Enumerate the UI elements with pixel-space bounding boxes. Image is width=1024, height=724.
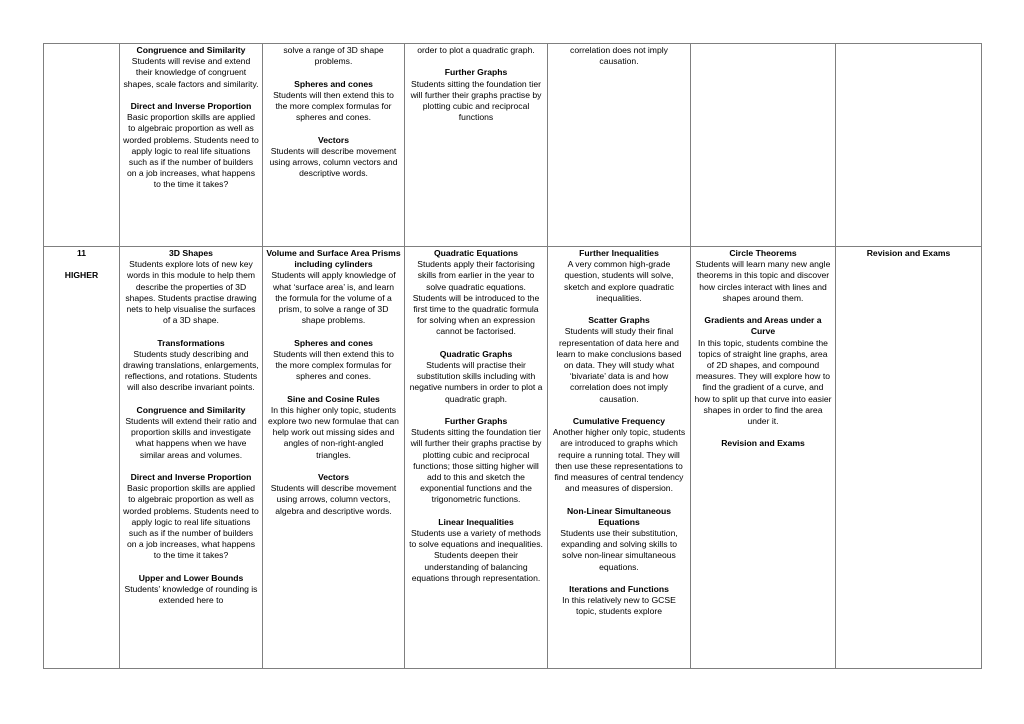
topic-description: Students explore lots of new key words in this module to help them describe the properties of 3D shapes. Students practise drawing nets to help visualise the surfaces of a 3D shape. [125,259,257,326]
topic-heading: Spheres and cones [294,78,373,89]
topic-description: Students will then extend this to the more complex formulas for spheres and cones. [273,89,394,123]
topic-description: Students will extend their ratio and proportion skills and investigate what happens when we have similar areas and volumes. [125,416,257,460]
topic-description: Students sitting the foundation tier will further their graphs practise by plotting cubic and reciprocal functions [410,78,542,123]
topic-heading: Further Graphs [444,67,508,78]
topic-heading: Sine and Cosine Rules [287,393,380,404]
topic-cell [263,247,405,669]
topic-heading: Gradients and Areas under a Curve [704,315,822,337]
curriculum-table [43,43,982,669]
topic-cell [836,44,982,247]
topic-description: Students will describe movement using arrows, column vectors, algebra and descriptive words. [270,483,397,516]
topic-description: Students’ knowledge of rounding is extended here to [124,584,258,606]
topic-heading: Linear Inequalities [438,516,514,527]
topic-heading: Revision and Exams [866,248,951,258]
topic-heading: Non-Linear Simultaneous Equations [566,505,672,527]
topic-description: order to plot a quadratic graph. [417,45,535,55]
topic-description: Students will practise their substitution skills including with negative numbers in order to plot a quadratic graph. [409,360,543,404]
topic-heading: Transformations [157,337,225,348]
topic-heading: Congruence and Similarity [136,45,246,55]
topic-description: Students will then extend this to the more complex formulas for spheres and cones. [273,348,394,382]
topic-heading: Direct and Inverse Proportion [130,101,252,111]
topic-cell [691,44,836,247]
topic-cell [405,247,548,669]
topic-heading: Revision and Exams [721,438,805,449]
topic-cell [836,247,982,669]
topic-heading: Quadratic Graphs [439,348,513,359]
topic-description: Students will study their final representation of data here and learn to make conclusions based on data. They will study what ‘bivariate’ data is and how correlation does not imply causation. [556,326,682,404]
topic-description: Students will apply knowledge of what ‘surface area’ is, and learn the formula for the volume of a prism, to solve a range of 3D shape problems. [271,270,396,326]
topic-cell [263,44,405,247]
topic-heading: Upper and Lower Bounds [138,572,244,583]
topic-description: Students study describing and drawing translations, enlargements, reflections, and rotations. Students will also describe invariant points. [123,348,259,393]
topic-description: Students will revise and extend their knowledge of congruent shapes, scale factors and similarity. [123,56,259,89]
topic-cell [548,247,691,669]
topic-cell [548,44,691,247]
topic-description: Students will describe movement using arrows, column vectors and descriptive words. [269,145,398,179]
topic-heading: Direct and Inverse Proportion [130,472,252,483]
topic-heading: 3D Shapes [169,248,213,258]
topic-heading: Circle Theorems [729,248,797,258]
topic-description: In this topic, students combine the topics of straight line graphs, area of 2D shapes, and compound measures. They will explore how to find the gradient of a curve, and how to split up that curve into easier shapes in order to find the area under it. [694,337,832,427]
topic-description: Students use a variety of methods to solve equations and inequalities. Students deepen their understanding of balancing equations through representation. [409,528,543,583]
topic-description: Students will learn many new angle theorems in this topic and discover how circles interact with lines and shapes around them. [695,259,831,303]
topic-heading: Congruence and Similarity [136,404,246,415]
topic-heading: Vectors [317,134,350,145]
topic-description: A very common high-grade question, students will solve, sketch and explore quadratic inequalities. [564,259,674,303]
table-row [44,44,982,247]
topic-heading: Spheres and cones [294,337,373,348]
topic-heading: Cumulative Frequency [572,416,666,427]
topic-description: In this relatively new to GCSE topic, students explore [562,595,676,617]
table-row [44,247,982,669]
year-label: HIGHER [64,270,99,281]
topic-cell [120,44,263,247]
topic-description: Students apply their factorising skills from earlier in the year to solve quadratic equations. Students will be introduced to the first time to the quadratic formula for solving when an expression cannot be factorised. [412,259,540,337]
year-label: 11 [76,248,87,258]
topic-description: Another higher only topic, students are introduced to graphs which require a running total. They will then use these representations to find measures of central tendency and measures of dispersion. [552,427,686,494]
topic-heading: Vectors [317,472,350,483]
topic-heading: Iterations and Functions [569,584,669,595]
topic-description: Students sitting the foundation tier will further their graphs practise by plotting cubic and reciprocal functions; those sitting higher will add to this and sketch the exponential functions and the trigonometric functions. [410,427,542,505]
topic-description: correlation does not imply causation. [570,45,668,67]
year-cell [44,44,120,247]
topic-heading: Further Graphs [444,416,508,427]
topic-description: Basic proportion skills are applied to algebraic proportion as well as worded problems. Students need to apply logic to real life situations such as if the number of builders on a job increases, what happens to the time it takes? [123,112,259,190]
topic-description: In this higher only topic, students explore two new formulae that can help work out missing sides and angles of non-right-angled triangles. [268,404,399,460]
topic-description: solve a range of 3D shape problems. [283,45,384,67]
year-cell [44,247,120,669]
topic-cell [691,247,836,669]
topic-heading: Scatter Graphs [588,315,650,326]
topic-cell [120,247,263,669]
topic-description: Basic proportion skills are applied to algebraic proportion as well as worded problems. Students need to apply logic to real life situations such as if the number of builders on a job increases, what happens to the time it takes? [123,483,259,561]
topic-description: Students use their substitution, expanding and solving skills to solve non-linear simultaneous equations. [560,528,678,572]
topic-heading: Quadratic Equations [433,248,519,258]
topic-heading: Further Inequalities [579,248,659,258]
topic-cell [405,44,548,247]
topic-heading: Volume and Surface Area Prisms including cylinders [266,248,401,270]
